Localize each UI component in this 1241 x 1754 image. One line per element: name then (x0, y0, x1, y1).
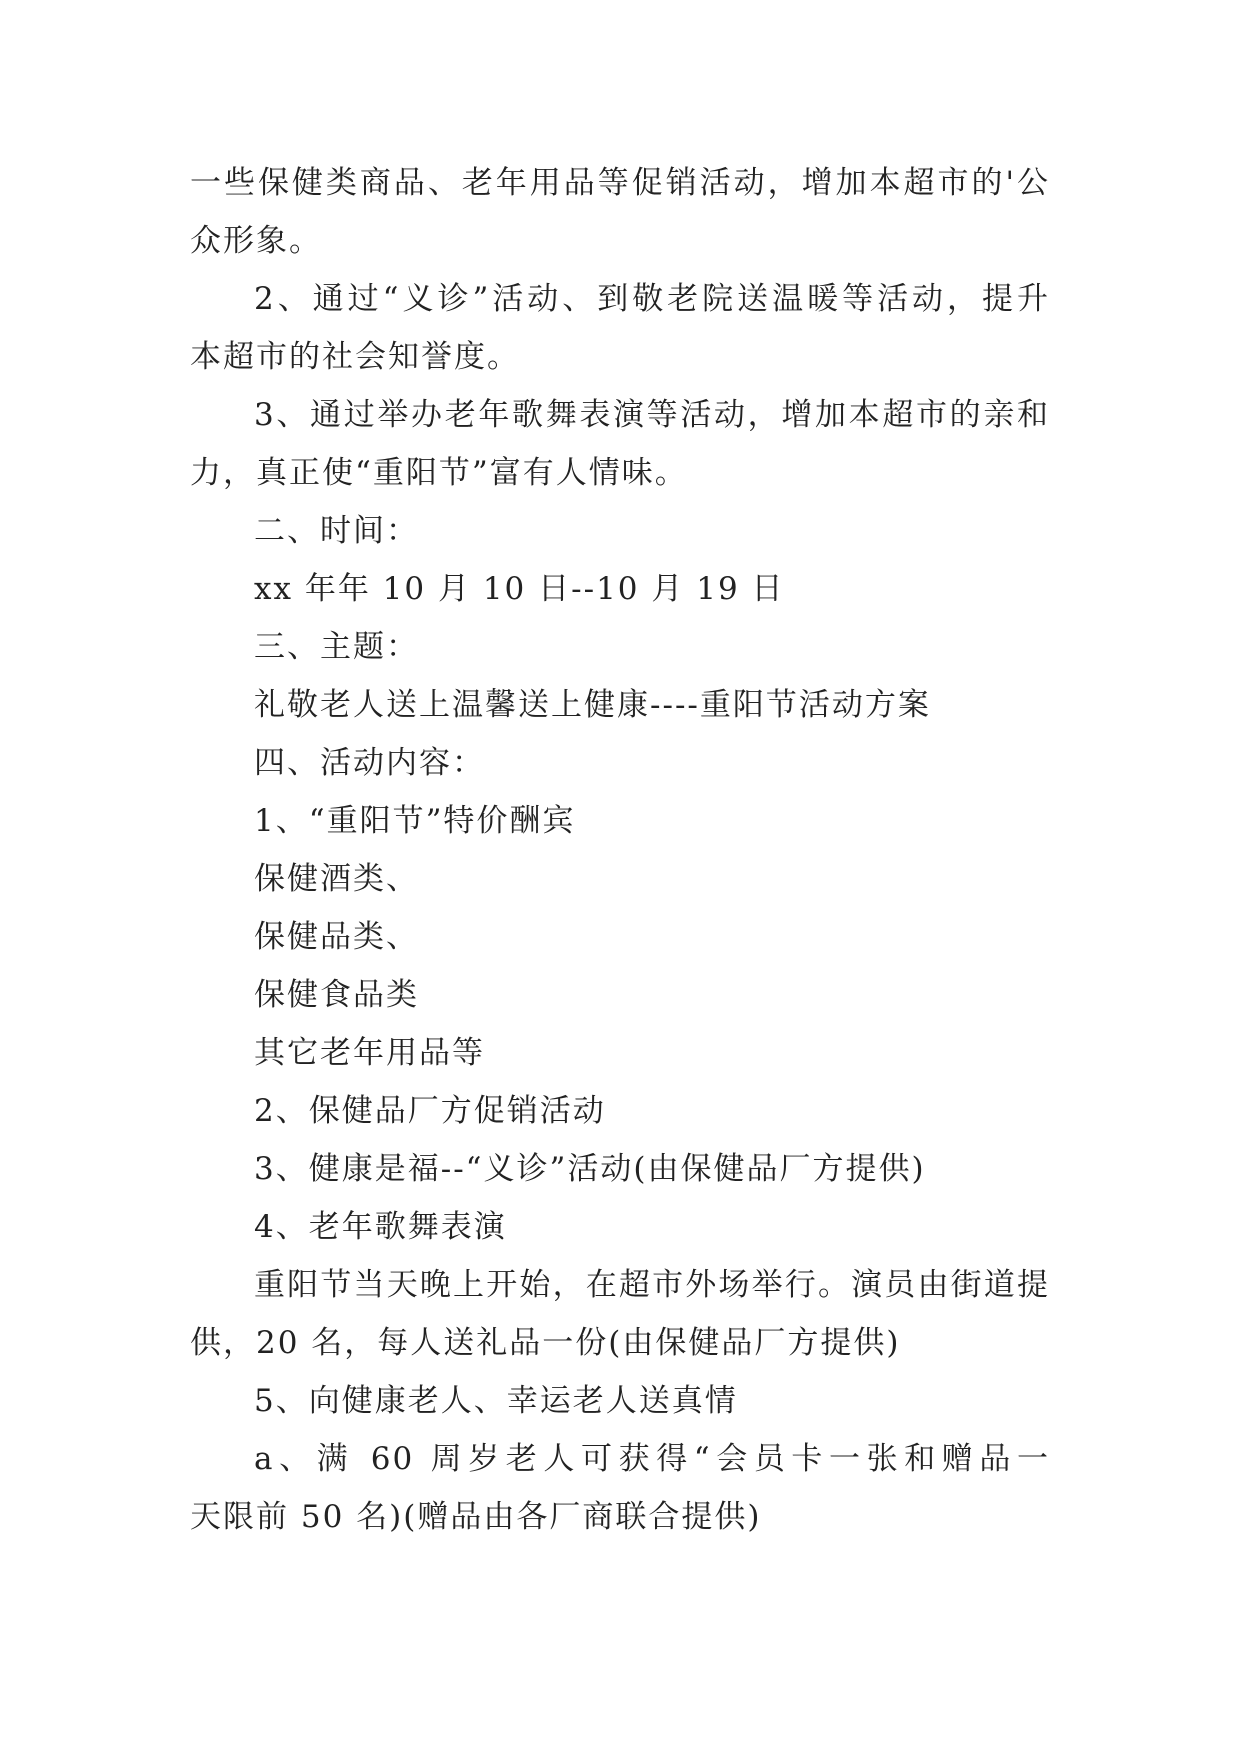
list-item: 保健酒类、 (254, 861, 419, 897)
list-item: 1、“重阳节”特价酬宾 (254, 803, 576, 839)
paragraph-line: 众形象。 (190, 223, 322, 259)
paragraph-line: 3、通过举办老年歌舞表演等活动，增加本超市的亲和 (254, 397, 1050, 433)
section-heading: 二、时间： (254, 513, 419, 549)
list-item: 2、保健品厂方促销活动 (254, 1093, 606, 1129)
paragraph-line: 天限前 50 名)(赠品由各厂商联合提供) (190, 1499, 762, 1535)
paragraph-line: 礼敬老人送上温馨送上健康----重阳节活动方案 (254, 687, 931, 723)
paragraph-line: 本超市的社会知誉度。 (190, 339, 520, 375)
paragraph-line: 2、通过“义诊”活动、到敬老院送温暖等活动，提升 (254, 281, 1050, 317)
list-item: 5、向健康老人、幸运老人送真情 (254, 1383, 738, 1419)
section-heading: 三、主题： (254, 629, 419, 665)
paragraph-line: 供，20 名，每人送礼品一份(由保健品厂方提供) (190, 1325, 901, 1361)
list-item: 4、老年歌舞表演 (254, 1209, 507, 1245)
paragraph-line: xx 年年 10 月 10 日--10 月 19 日 (254, 571, 785, 607)
paragraph-line: 一些保健类商品、老年用品等促销活动，增加本超市的'公 (190, 165, 1050, 201)
list-item: 保健品类、 (254, 919, 419, 955)
section-heading: 四、活动内容： (254, 745, 485, 781)
paragraph-line: 重阳节当天晚上开始，在超市外场举行。演员由街道提 (254, 1267, 1050, 1303)
paragraph-line: 力，真正使“重阳节”富有人情味。 (190, 455, 688, 491)
paragraph-line: a、满 60 周岁老人可获得“会员卡一张和赠品一 (254, 1441, 1050, 1477)
list-item: 保健食品类 (254, 977, 419, 1013)
list-item: 其它老年用品等 (254, 1035, 485, 1071)
list-item: 3、健康是福--“义诊”活动(由保健品厂方提供) (254, 1151, 926, 1187)
